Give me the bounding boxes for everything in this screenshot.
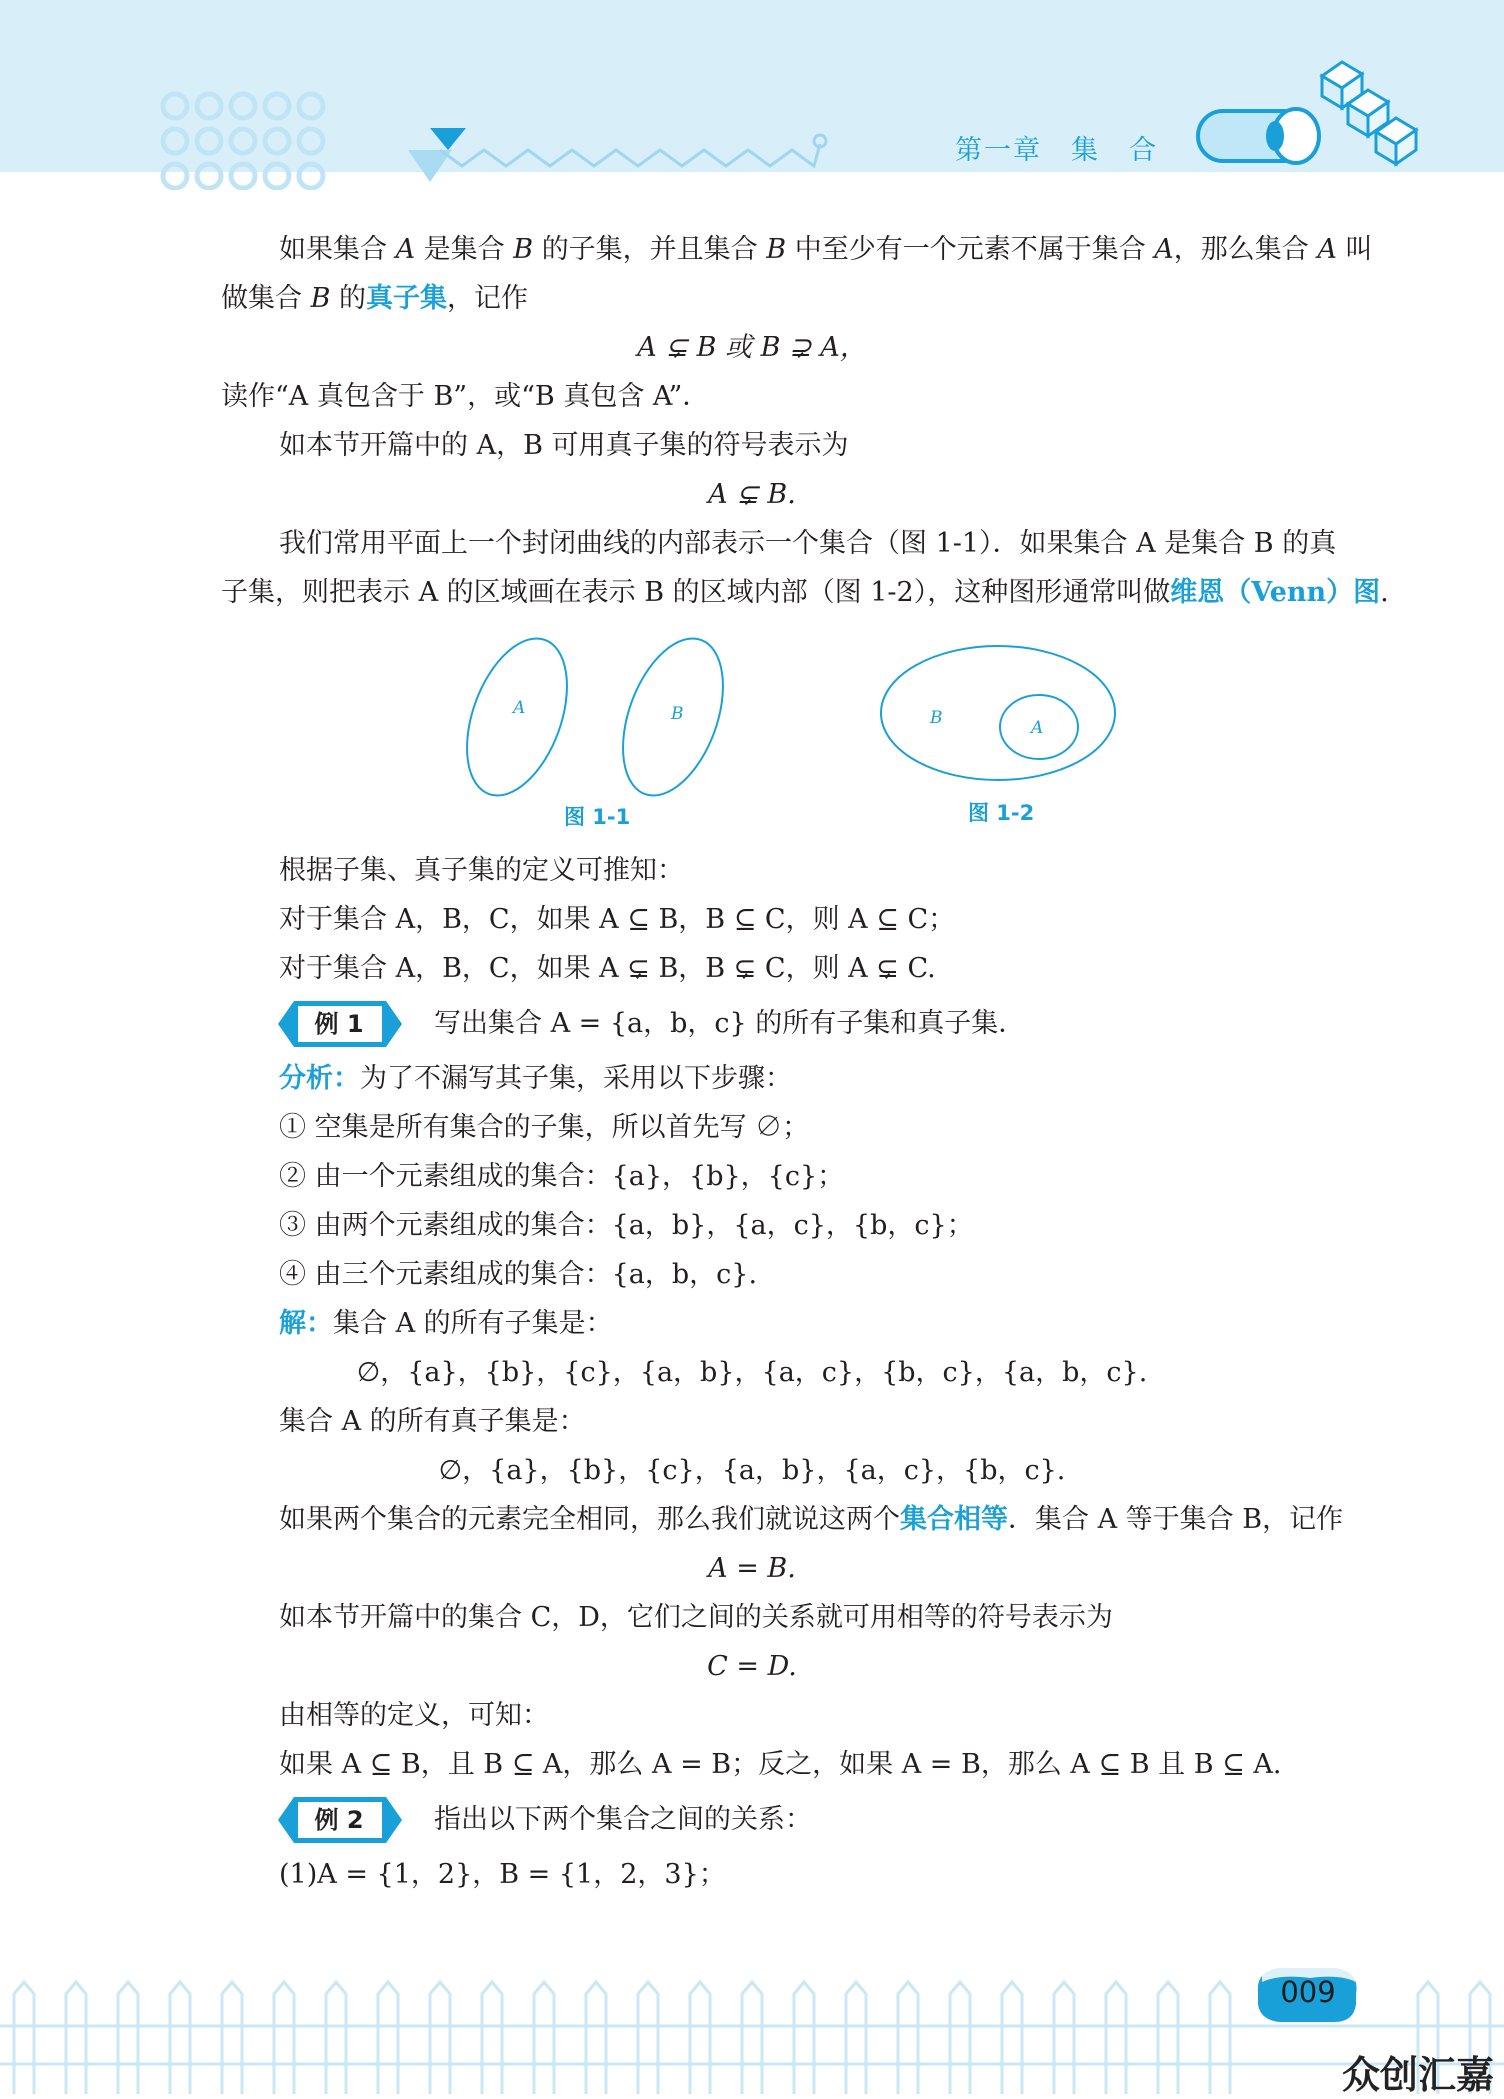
example-1-label: 例 1 bbox=[314, 1010, 364, 1038]
fence-picket bbox=[586, 1982, 606, 2094]
fence-picket bbox=[534, 1982, 554, 2094]
example-2-tag bbox=[278, 1797, 403, 1843]
step-1: ① 空集是所有集合的子集，所以首先写 ∅； bbox=[279, 1112, 810, 1143]
step-4: ④ 由三个元素组成的集合：{a，b，c}. bbox=[279, 1259, 758, 1290]
figure-1-2 bbox=[878, 643, 1118, 783]
page-number: 009 bbox=[1280, 1975, 1336, 2009]
formula-a-equals-b: A = B. bbox=[708, 1553, 796, 1584]
paragraph-equality-rule: 如果 A ⊆ B，且 B ⊆ A，那么 A = B；反之，如果 A = B，那么 A ⊆ B 且 B ⊆ A. bbox=[279, 1749, 1282, 1780]
paragraph-deduction: 根据子集、真子集的定义可推知： bbox=[279, 855, 684, 886]
publisher-watermark: 众创汇嘉 bbox=[1342, 2053, 1495, 2097]
fig2-label-b: B bbox=[930, 708, 943, 728]
fence-picket bbox=[950, 1982, 970, 2094]
figure-1-1 bbox=[455, 635, 735, 805]
paragraph-reading: 读作“A 真包含于 B”，或“B 真包含 A”． bbox=[221, 381, 710, 412]
fence-picket bbox=[274, 1982, 294, 2094]
fence-picket bbox=[1158, 1982, 1178, 2094]
paragraph-example-ref: 如本节开篇中的 A，B 可用真子集的符号表示为 bbox=[279, 430, 849, 461]
example-1-text: 写出集合 A = {a，b，c} 的所有子集和真子集． bbox=[434, 1008, 1026, 1039]
fence-picket bbox=[742, 1982, 762, 2094]
proper-subsets-list: ∅，{a}，{b}，{c}，{a，b}，{a，c}，{b，c}. bbox=[438, 1455, 1066, 1486]
fence-picket bbox=[638, 1982, 658, 2094]
figure-1-1-caption: 图 1-1 bbox=[564, 805, 631, 829]
fig1-label-b: B bbox=[671, 704, 684, 724]
solution-label: 解： bbox=[279, 1308, 333, 1339]
paragraph-proper-subset-def: 如果集合 A 是集合 B 的子集，并且集合 B 中至少有一个元素不属于集合 A，那么集合 A 叫 bbox=[279, 234, 1373, 265]
paragraph-venn: 子集，则把表示 A 的区域画在表示 B 的区域内部（图 1-2），这种图形通常叫做维恩（Venn）图. bbox=[221, 577, 1389, 608]
fig1-label-a: A bbox=[513, 698, 526, 718]
formula-proper-subset: A ⊊ B 或 B ⊋ A， bbox=[637, 332, 867, 363]
example-2-label: 例 2 bbox=[314, 1806, 364, 1834]
fig2-label-a: A bbox=[1031, 718, 1044, 738]
fence-picket bbox=[1002, 1982, 1022, 2094]
fence-picket bbox=[378, 1982, 398, 2094]
fence-picket bbox=[482, 1982, 502, 2094]
question-1: (1)A = {1，2}，B = {1，2，3}； bbox=[279, 1859, 726, 1890]
example-1-tag bbox=[278, 1001, 403, 1047]
step-3: ③ 由两个元素组成的集合：{a，b}，{a，c}，{b，c}； bbox=[279, 1210, 974, 1241]
step-2: ② 由一个元素组成的集合：{a}，{b}，{c}； bbox=[279, 1161, 845, 1192]
subsets-list: ∅，{a}，{b}，{c}，{a，b}，{a，c}，{b，c}，{a，b，c}. bbox=[356, 1357, 1148, 1388]
formula-c-equals-d: C = D. bbox=[707, 1651, 797, 1682]
solution-line: 解：集合 A 的所有子集是： bbox=[279, 1308, 613, 1339]
analysis-line: 分析：为了不漏写其子集，采用以下步骤： bbox=[279, 1063, 792, 1094]
proper-subsets-intro: 集合 A 的所有真子集是： bbox=[279, 1406, 586, 1437]
fence-picket bbox=[66, 1982, 86, 2094]
paragraph-set-equality: 如果两个集合的元素完全相同，那么我们就说这两个集合相等．集合 A 等于集合 B，记作 bbox=[279, 1504, 1344, 1535]
term-venn-diagram: 维恩（Venn）图 bbox=[1170, 577, 1381, 608]
paragraph-proper-transitive: 对于集合 A，B，C，如果 A ⊊ B，B ⊊ C，则 A ⊊ C. bbox=[279, 953, 936, 984]
fence-picket bbox=[1210, 1982, 1230, 2094]
analysis-label: 分析： bbox=[279, 1063, 360, 1094]
fence-picket bbox=[1106, 1982, 1126, 2094]
fence-picket bbox=[326, 1982, 346, 2094]
paragraph-proper-subset-def-cont: 做集合 B 的真子集，记作 bbox=[221, 283, 529, 314]
fence-picket bbox=[222, 1982, 242, 2094]
paragraph-subset-transitive: 对于集合 A，B，C，如果 A ⊆ B，B ⊆ C，则 A ⊆ C； bbox=[279, 904, 956, 935]
chapter-title: 第一章 集 合 bbox=[955, 135, 1158, 166]
fence-picket bbox=[846, 1982, 866, 2094]
paragraph-equality-def: 由相等的定义，可知： bbox=[279, 1700, 549, 1731]
fence-picket bbox=[898, 1982, 918, 2094]
fence-picket bbox=[794, 1982, 814, 2094]
fence-picket bbox=[1054, 1982, 1074, 2094]
fence-picket bbox=[14, 1982, 34, 2094]
paragraph-closed-curve: 我们常用平面上一个封闭曲线的内部表示一个集合（图 1-1）．如果集合 A 是集合 B 的真 bbox=[279, 528, 1337, 559]
fence-picket bbox=[170, 1982, 190, 2094]
figure-1-2-caption: 图 1-2 bbox=[968, 801, 1035, 825]
formula-a-proper-b: A ⊊ B. bbox=[708, 479, 796, 510]
paragraph-c-d: 如本节开篇中的集合 C，D，它们之间的关系就可用相等的符号表示为 bbox=[279, 1602, 1113, 1633]
fence-picket bbox=[118, 1982, 138, 2094]
example-2-text: 指出以下两个集合之间的关系： bbox=[434, 1804, 812, 1835]
fence-picket bbox=[690, 1982, 710, 2094]
fence-picket bbox=[430, 1982, 450, 2094]
term-proper-subset: 真子集 bbox=[366, 283, 448, 314]
term-set-equality: 集合相等 bbox=[900, 1504, 1008, 1535]
